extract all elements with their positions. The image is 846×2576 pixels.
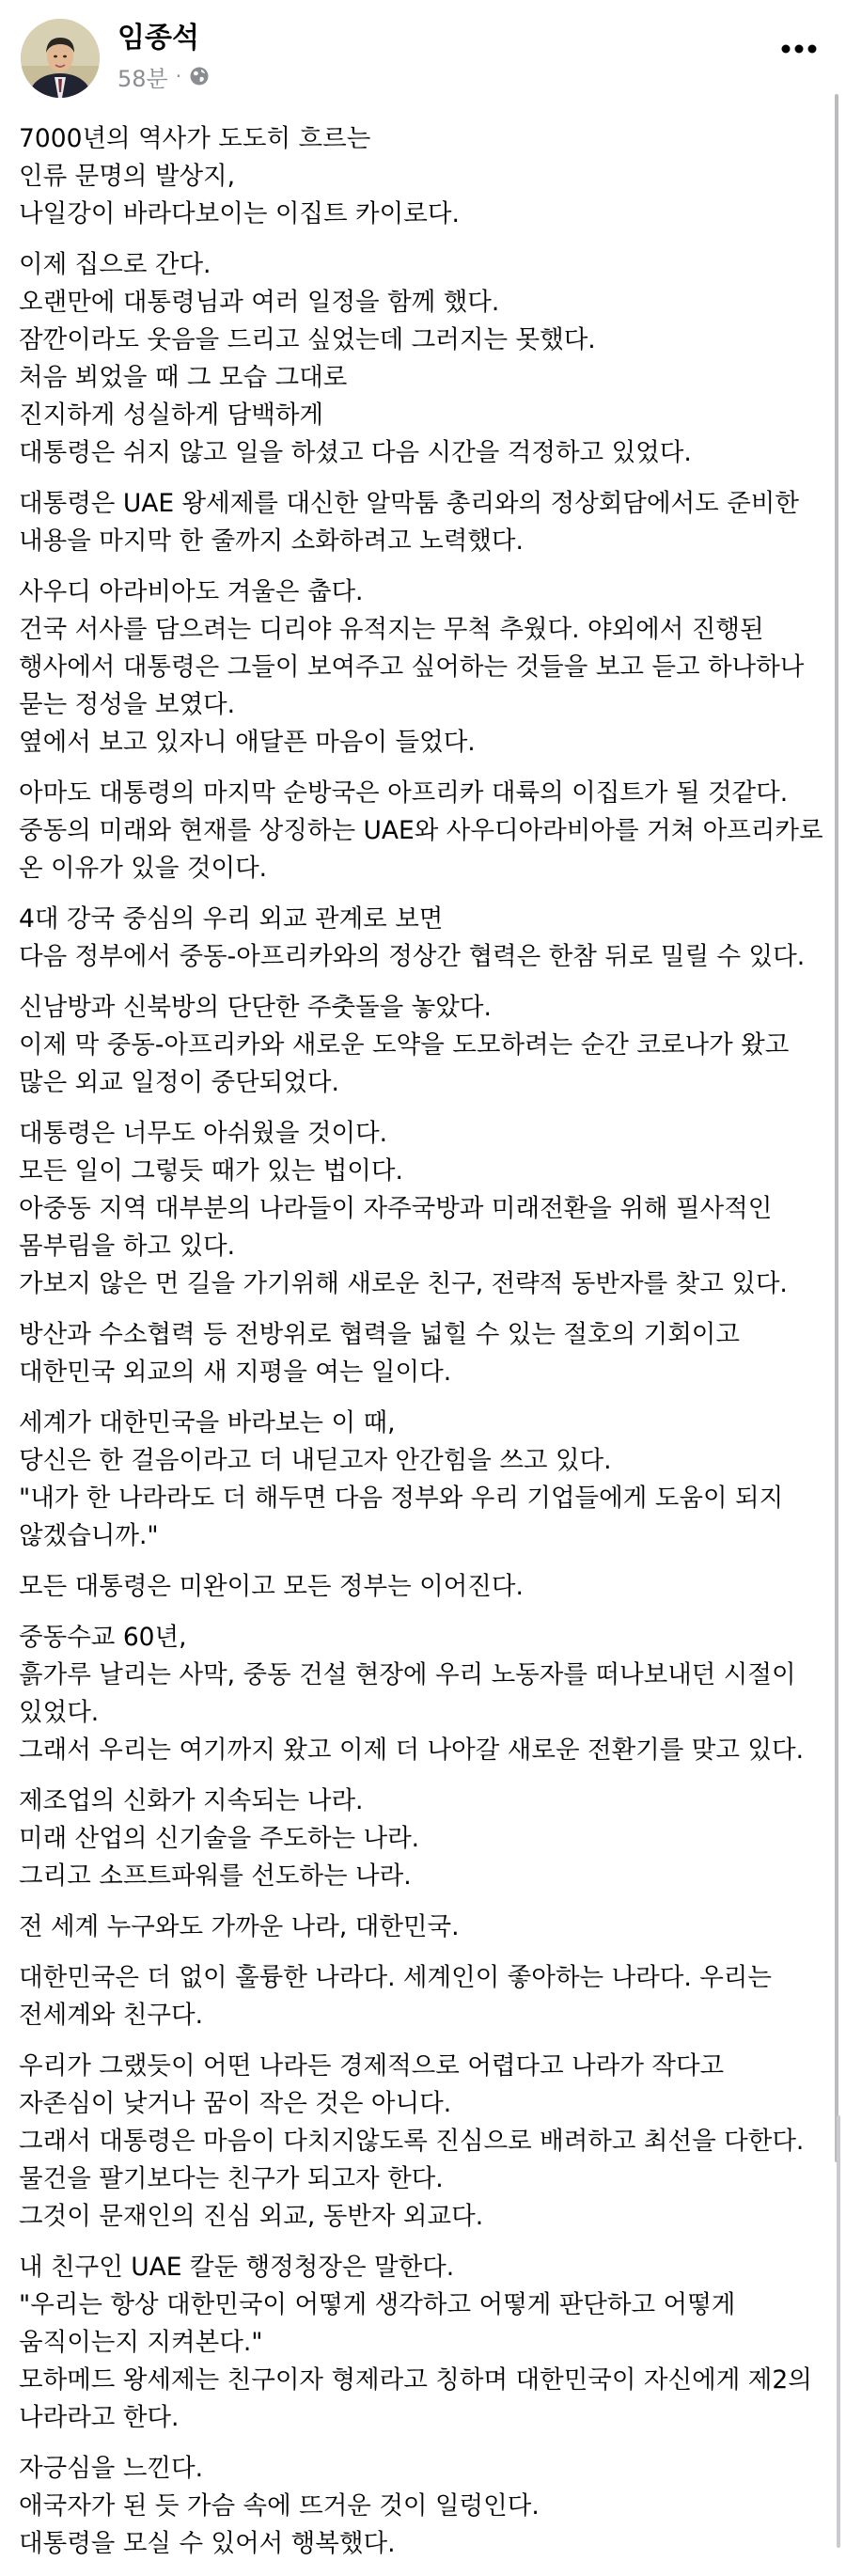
post-timestamp[interactable]: 58분 [118,65,168,92]
post-paragraph: 대한민국은 더 없이 훌륭한 나라다. 세계인이 좋아하는 나라다. 우리는 전세계와 친구다. [19,1963,773,2030]
post-paragraph: 방산과 수소협력 등 전방위로 협력을 넓힐 수 있는 절호의 기회이고 대한민국 외교의 새 지평을 여는 일이다. [19,1320,740,1387]
post-paragraph: 7000년의 역사가 도도히 흐르는 인류 문명의 발상지, 나일강이 바라다보이는 이집트 카이로다. [19,124,460,228]
post-paragraph: 자긍심을 느낀다. 애국자가 된 듯 가슴 속에 뜨거운 것이 일렁인다. 대통령을 모실 수 있어서 행복했다. [19,2454,540,2558]
post-paragraph: 4대 강국 중심의 우리 외교 관계로 보면 다음 정부에서 중동-아프리카와의 정상간 협력은 한참 뒤로 밀릴 수 있다. [19,904,806,971]
more-horizontal-icon [780,43,818,55]
post-header [0,0,846,103]
post-paragraph: 중동수교 60년, 흙가루 날리는 사막, 중동 건설 현장에 우리 노동자를 떠나보내던 시절이 있었다. 그래서 우리는 여기까지 왔고 이제 더 나아갈 새로운 전환기를 맞고 있다. [19,1623,805,1765]
post-paragraph: 제조업의 신화가 지속되는 나라. 미래 산업의 신기술을 주도하는 나라. 그리고 소프트파워를 선도하는 나라. [19,1786,420,1891]
post-paragraph: 아마도 대통령의 마지막 순방국은 아프리카 대륙의 이집트가 될 것같다. 중동의 미래와 현재를 상징하는 UAE와 사우디아라비아를 거쳐 아프리카로 온 이유가 있을 것이다. [19,778,823,883]
author-name[interactable]: 임종석 [118,22,199,55]
scrollbar-thumb[interactable] [835,94,838,2162]
post-meta [118,60,210,92]
post-paragraph: 내 친구인 UAE 칼둔 행정청장은 말한다. "우리는 항상 대한민국이 어떻게 생각하고 어떻게 판단하고 어떻게 움직이는지 지켜본다." 모하메드 왕세제는 친구이자 형제라고 칭하며 대한민국이 자신에게 제2의 나라라고 한다. [19,2253,812,2432]
post-paragraph: 신남방과 신북방의 단단한 주춧돌을 놓았다. 이제 막 중동-아프리카와 새로운 도약을 도모하려는 순간 코로나가 왔고 많은 외교 일정이 중단되었다. [19,993,790,1097]
post-paragraph: 이제 집으로 간다. 오랜만에 대통령님과 여러 일정을 함께 했다. 잠깐이라도 웃음을 드리고 싶었는데 그러지는 못했다. 처음 뵈었을 때 그 모습 그대로 진지하게 성실하게 담백하게 대통령은 쉬지 않고 일을 하셨고 다음 시간을 걱정하고 있었다. [19,250,692,467]
post-paragraph: 사우디 아라비아도 겨울은 춥다. 건국 서사를 담으려는 디리야 유적지는 무척 추웠다. 야외에서 진행된 행사에서 대통령은 그들이 보여주고 싶어하는 것들을 보고 듣고 하나하나 묻는 정성을 보였다. 옆에서 보고 있자니 애달픈 마음이 들었다. [19,577,805,757]
post-paragraph: 대통령은 UAE 왕세제를 대신한 알막툼 총리와의 정상회담에서도 준비한 내용을 마지막 한 줄까지 소화하려고 노력했다. [19,489,800,556]
post-paragraph: 전 세계 누구와도 가까운 나라, 대한민국. [19,1912,460,1941]
post-paragraph: 모든 대통령은 미완이고 모든 정부는 이어진다. [19,1572,524,1601]
post-paragraph: 대통령은 너무도 아쉬웠을 것이다. 모든 일이 그렇듯 때가 있는 법이다. 아중동 지역 대부분의 나라들이 자주국방과 미래전환을 위해 필사적인 몸부림을 하고 있다. 가보지 않은 먼 길을 가기위해 새로운 친구, 전략적 동반자를 찾고 있다. [19,1119,788,1298]
post-body [19,120,827,2576]
scroll-indicator [837,2115,840,2548]
post-paragraph: 세계가 대한민국을 바라보는 이 때, 당신은 한 걸음이라고 더 내딛고자 안간힘을 쓰고 있다. "내가 한 나라라도 더 해두면 다음 정부와 우리 기업들에게 도움이 되지 않겠습니까." [19,1408,784,1550]
post-paragraph: 우리가 그랬듯이 어떤 나라든 경제적으로 어렵다고 나라가 작다고 자존심이 낮거나 꿈이 작은 것은 아니다. 그래서 대통령은 마음이 다치지않도록 진심으로 배려하고 최선을 다한다. 물건을 팔기보다는 친구가 되고자 한다. 그것이 문재인의 진심 외교, 동반자 외교다. [19,2051,805,2231]
more-options-button[interactable] [773,28,825,70]
profile-photo [21,19,100,98]
globe-icon[interactable] [189,66,210,86]
meta-separator: · [175,65,182,87]
avatar[interactable] [21,19,100,98]
